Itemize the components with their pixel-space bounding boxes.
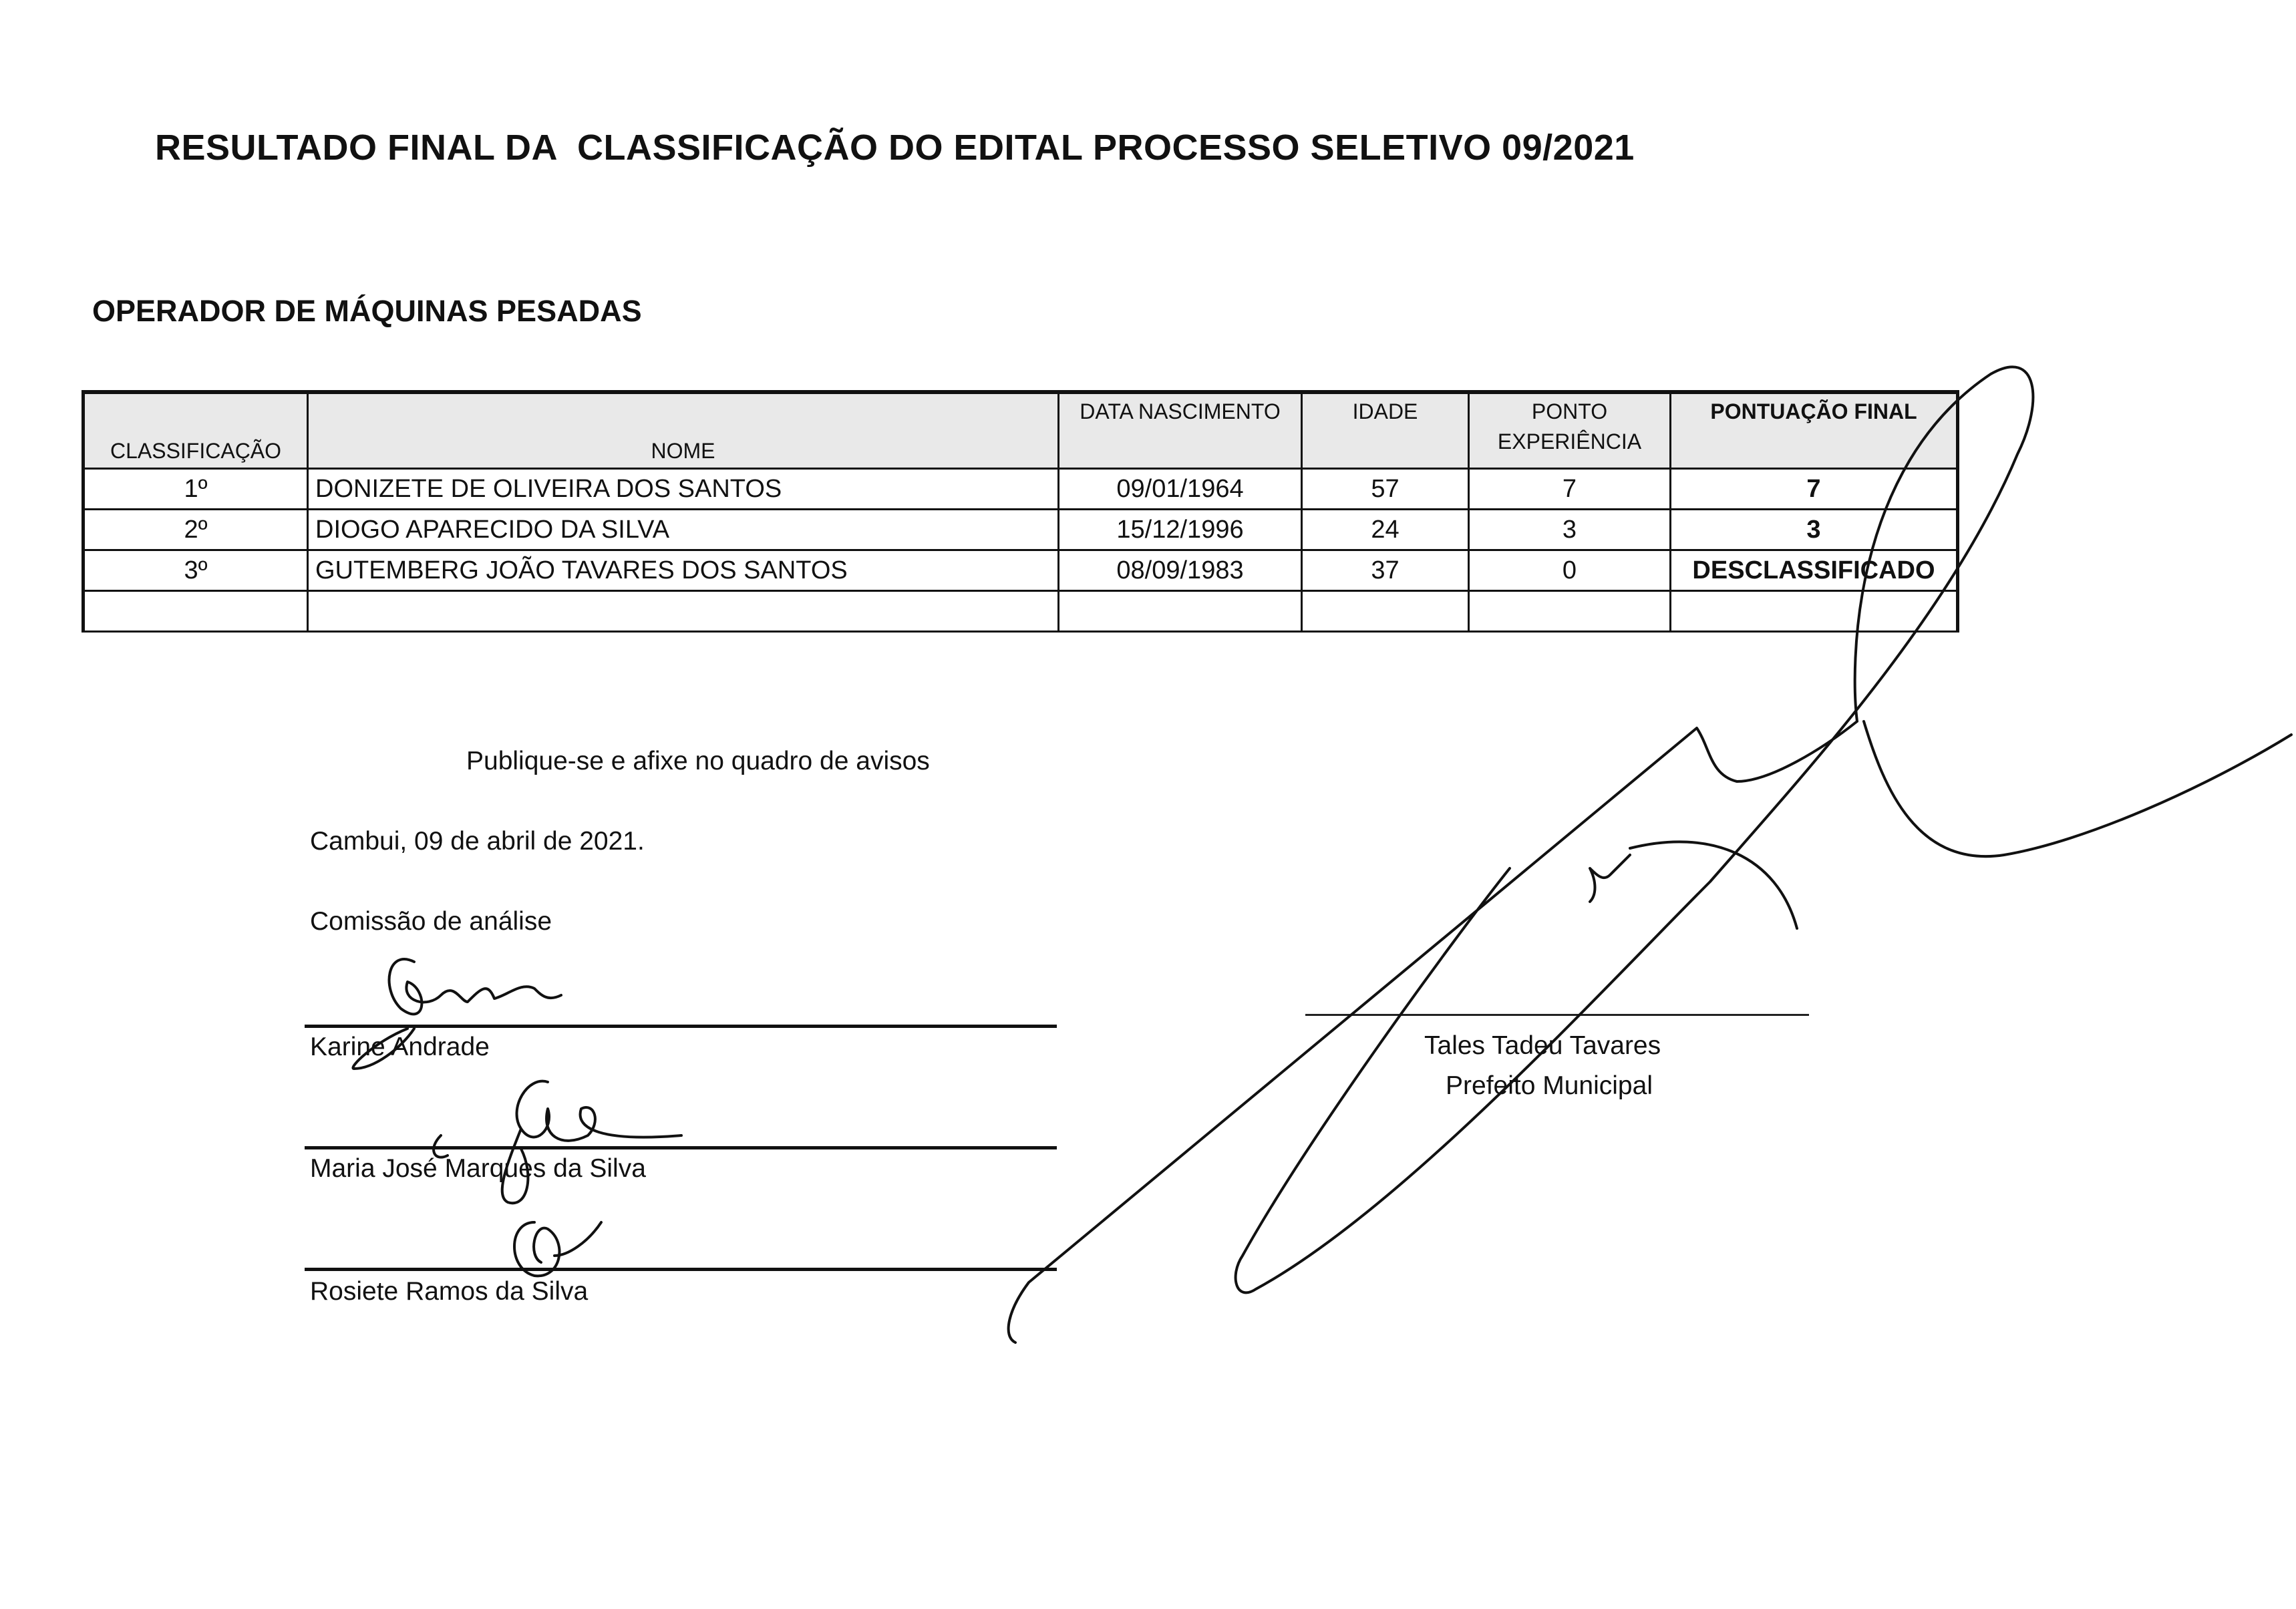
section-title: OPERADOR DE MÁQUINAS PESADAS <box>92 294 642 328</box>
cell-nome: DONIZETE DE OLIVEIRA DOS SANTOS <box>308 469 1059 510</box>
committee-member-3: Rosiete Ramos da Silva <box>310 1277 589 1306</box>
signature-rosiete <box>514 1222 601 1276</box>
cell-pontuacao-final: 3 <box>1671 510 1958 550</box>
publish-note: Publique-se e afixe no quadro de avisos <box>466 747 930 775</box>
document-title: RESULTADO FINAL DA CLASSIFICAÇÃO DO EDITAL PROCESSO SELETIVO 09/2021 <box>155 128 1635 168</box>
header-ponto-experiencia-line2: EXPERIÊNCIA <box>1497 429 1642 454</box>
cell-nome: GUTEMBERG JOÃO TAVARES DOS SANTOS <box>308 550 1059 591</box>
cell-data-nascimento: 15/12/1996 <box>1059 510 1302 550</box>
cell-data-nascimento: 08/09/1983 <box>1059 550 1302 591</box>
cell-classificacao: 2º <box>84 510 308 550</box>
cell-idade: 57 <box>1302 469 1469 510</box>
signature-maria <box>434 1081 681 1204</box>
signature-mayor <box>1009 367 2291 1343</box>
cell-classificacao: 3º <box>84 550 308 591</box>
cell-ponto-experiencia: 7 <box>1469 469 1671 510</box>
cell-ponto-experiencia: 0 <box>1469 550 1671 591</box>
committee-member-1: Karine Andrade <box>310 1033 490 1061</box>
signature-karine <box>353 959 561 1069</box>
cell-nome: DIOGO APARECIDO DA SILVA <box>308 510 1059 550</box>
mayor-role: Prefeito Municipal <box>1446 1071 1653 1100</box>
header-ponto-experiencia-line1: PONTO <box>1531 399 1608 423</box>
cell-classificacao: 1º <box>84 469 308 510</box>
mayor-name: Tales Tadeu Tavares <box>1424 1031 1661 1060</box>
cell-pontuacao-final: 7 <box>1671 469 1958 510</box>
cell-ponto-experiencia: 3 <box>1469 510 1671 550</box>
cell-idade: 37 <box>1302 550 1469 591</box>
header-classificacao: CLASSIFICAÇÃO <box>84 392 308 469</box>
cell-data-nascimento: 09/01/1964 <box>1059 469 1302 510</box>
place-date: Cambui, 09 de abril de 2021. <box>310 827 645 856</box>
header-data-nascimento: DATA NASCIMENTO <box>1059 392 1302 469</box>
committee-member-2: Maria José Marques da Silva <box>310 1154 646 1183</box>
cell-pontuacao-final: DESCLASSIFICADO <box>1671 550 1958 591</box>
header-idade: IDADE <box>1302 392 1469 469</box>
header-pontuacao-final: PONTUAÇÃO FINAL <box>1671 392 1958 469</box>
committee-label: Comissão de análise <box>310 907 552 936</box>
cell-idade: 24 <box>1302 510 1469 550</box>
header-nome: NOME <box>308 392 1059 469</box>
